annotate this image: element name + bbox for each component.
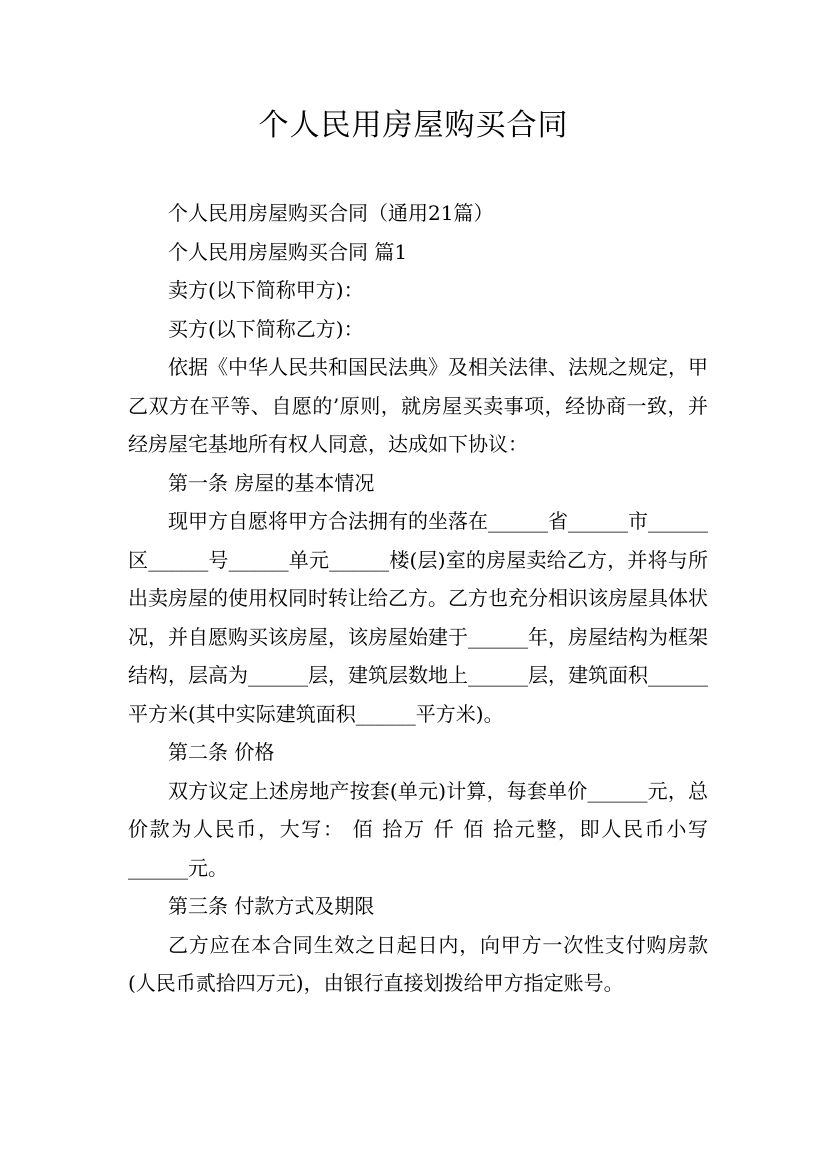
section-heading-2: 第二条 价格 bbox=[168, 740, 275, 764]
paragraph-house-info: 现甲方自愿将甲方合法拥有的坐落在______省______市______区______号______单元______楼(层)室的房屋卖给乙方，并将与所出卖房屋的使用权同时转让给乙方。乙方也充分相识该房屋具体状况，并自愿购买该房屋，该房屋始建于______年，房屋结构为框架结构，层高为______层，建筑层数地上______层，建筑面积______平方米(其中实际建筑面积______平方米)。 bbox=[128, 509, 708, 726]
section-heading-1: 第一条 房屋的基本情况 bbox=[168, 470, 375, 495]
paragraph-payment: 乙方应在本合同生效之日起日内，向甲方一次性支付购房款(人民币贰拾四万元)，由银行直接划拨给甲方指定账号。 bbox=[128, 932, 708, 995]
paragraph-chapter-heading: 个人民用房屋购买合同 篇1 bbox=[168, 239, 408, 264]
section-heading-3: 第三条 付款方式及期限 bbox=[168, 894, 375, 918]
paragraph-price: 双方议定上述房地产按套(单元)计算，每套单价______元，总价款为人民币，大写： 佰 拾万 仟 佰 拾元整，即人民币小写______元。 bbox=[128, 778, 708, 880]
paragraph-subtitle: 个人民用房屋购买合同（通用21篇） bbox=[168, 201, 494, 225]
document-body bbox=[128, 194, 708, 1003]
paragraph-buyer: 买方(以下简称乙方)： bbox=[168, 316, 364, 341]
document-title: 个人民用房屋购买合同 bbox=[258, 108, 569, 143]
paragraph-seller: 卖方(以下简称甲方)： bbox=[168, 278, 364, 302]
paragraph-preamble: 依据《中华人民共和国民法典》及相关法律、法规之规定，甲乙双方在平等、自愿的’原则，就房屋买卖事项，经协商一致，并经房屋宅基地所有权人同意，达成如下协议： bbox=[128, 355, 708, 456]
